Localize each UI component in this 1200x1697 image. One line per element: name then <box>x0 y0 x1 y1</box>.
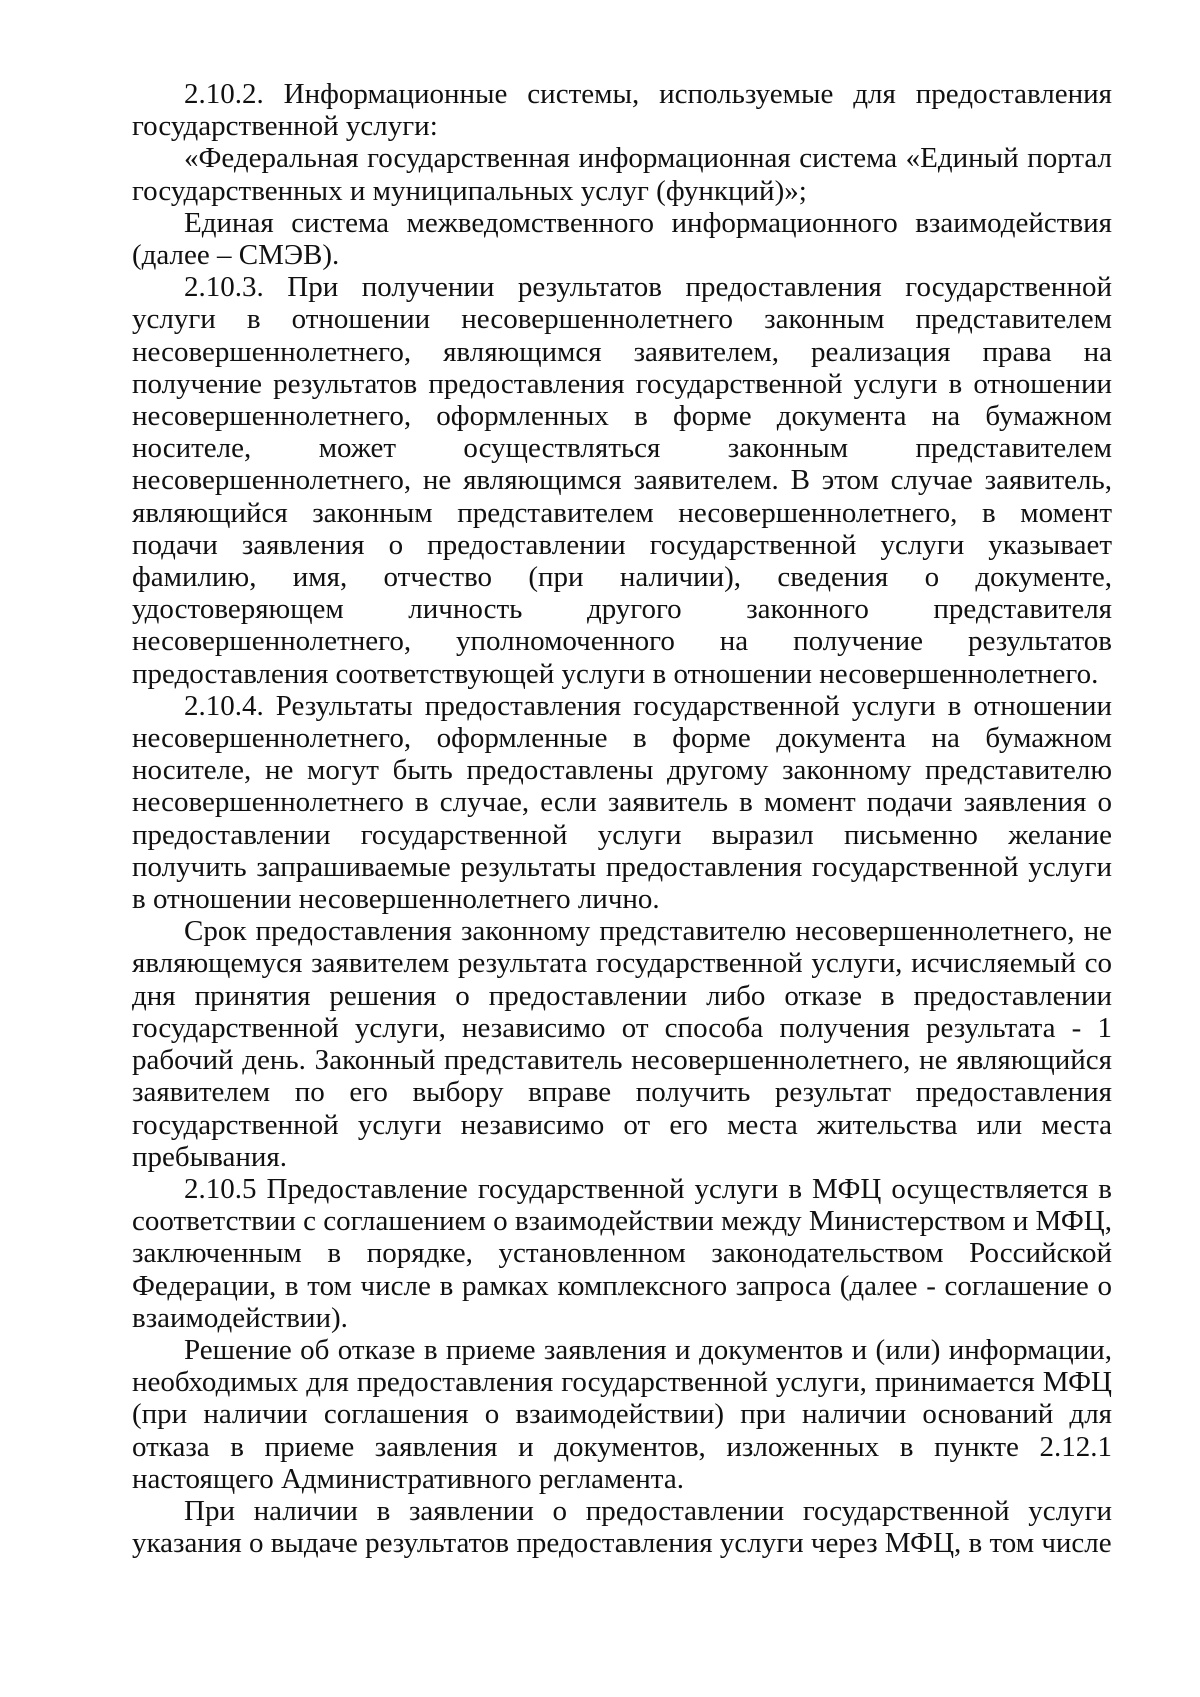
paragraph-2-10-4: 2.10.4. Результаты предоставления государственной услуги в отношении несовершеннолетнего, оформленные в форме документа на бумажном носителе, не могут быть предоставлены другому законному представителю несовершеннолетнего в случае, если заявитель в момент подачи заявления о предоставлении государственной услуги выразил письменно желание получить запрашиваемые результаты предоставления государственной услуги в отношении несовершеннолетнего лично. <box>132 689 1112 916</box>
paragraph-mfc-issue: При наличии в заявлении о предоставлении государственной услуги указания о выдаче результатов предоставления услуги через МФЦ, в том числе <box>132 1494 1112 1560</box>
paragraph-2-10-2: 2.10.2. Информационные системы, используемые для предоставления государственной услуги: <box>132 78 1112 143</box>
paragraph-2-10-3: 2.10.3. При получении результатов предоставления государственной услуги в отношении несовершеннолетнего законным представителем несовершеннолетнего, являющимся заявителем, реализация права на получение результатов предоставления государственной услуги в отношении несовершеннолетнего, оформленных в форме документа на бумажном носителе, может осуществляться законным представителем несовершеннолетнего, не являющимся заявителем. В этом случае заявитель, являющийся законным представителем несовершеннолетнего, в момент подачи заявления о предоставлении государственной услуги указывает фамилию, имя, отчество (при наличии), сведения о документе, удостоверяющем личность другого законного представителя несовершеннолетнего, уполномоченного на получение результатов предоставления соответствующей услуги в отношении несовершеннолетнего. <box>132 271 1112 690</box>
document-body <box>132 78 1112 1559</box>
paragraph-smev: Единая система межведомственного информационного взаимодействия (далее – СМЭВ). <box>132 206 1112 272</box>
paragraph-2-10-5: 2.10.5 Предоставление государственной услуги в МФЦ осуществляется в соответствии с соглашением о взаимодействии между Министерством и МФЦ, заключенным в порядке, установленном законодательством Российской Федерации, в том числе в рамках комплексного запроса (далее - соглашение о взаимодействии). <box>132 1172 1112 1334</box>
paragraph-term: Срок предоставления законному представителю несовершеннолетнего, не являющемуся заявителем результата государственной услуги, исчисляемый со дня принятия решения о предоставлении либо отказе в предоставлении государственной услуги, независимо от способа получения результата - 1 рабочий день. Законный представитель несовершеннолетнего, не являющийся заявителем по его выбору вправе получить результат предоставления государственной услуги независимо от его места жительства или места пребывания. <box>132 915 1112 1173</box>
paragraph-epgu: «Федеральная государственная информационная система «Единый портал государственных и муниципальных услуг (функций)»; <box>132 142 1112 207</box>
paragraph-refusal: Решение об отказе в приеме заявления и документов и (или) информации, необходимых для предоставления государственной услуги, принимается МФЦ (при наличии соглашения о взаимодействии) при наличии оснований для отказа в приеме заявления и документов, изложенных в пункте 2.12.1 настоящего Административного регламента. <box>132 1333 1112 1495</box>
